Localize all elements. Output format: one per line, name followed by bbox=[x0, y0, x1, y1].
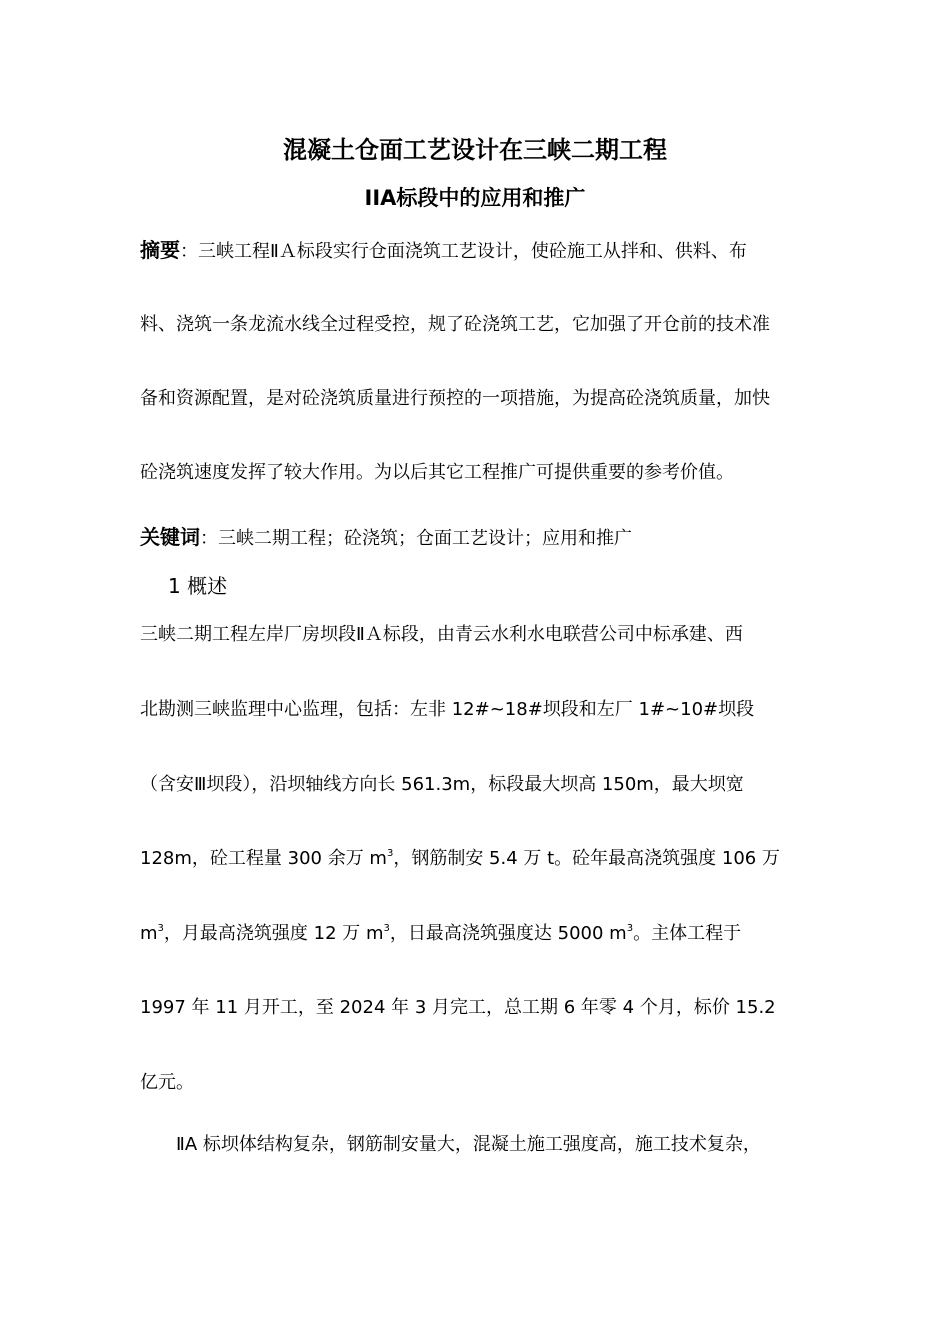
abstract-label: 摘要 bbox=[140, 238, 180, 262]
superscript-3: 3 bbox=[383, 923, 390, 934]
section-1-heading: 1 概述 bbox=[168, 574, 228, 598]
document-title-line-1: 混凝土仓面工艺设计在三峡二期工程 bbox=[283, 136, 667, 164]
section-1-line-3: （含安Ⅲ坝段），沿坝轴线方向长 561.3m，标段最大坝高 150m，最大坝宽 bbox=[140, 774, 744, 795]
section-1-line-2: 北勘测三峡监理中心监理，包括：左非 12#~18#坝段和左厂 1#~10#坝段 bbox=[140, 699, 755, 720]
section-1-paragraph-2-line-1: ⅡA 标坝体结构复杂，钢筋制安量大，混凝土施工强度高，施工技术复杂， bbox=[176, 1134, 761, 1155]
line-5-part-d: 。主体工程于 bbox=[633, 923, 742, 944]
keywords-separator: ： bbox=[200, 528, 218, 549]
line-5-part-b: ，月最高浇筑强度 12 万 m bbox=[163, 923, 384, 944]
superscript-3: 3 bbox=[626, 923, 634, 934]
abstract-line-1 bbox=[140, 240, 820, 261]
line-5-part-a: m bbox=[140, 923, 158, 944]
keywords-line bbox=[140, 527, 820, 548]
line-4-part-a: 128m，砼工程量 300 余万 m bbox=[140, 848, 387, 869]
abstract-line-3: 备和资源配置，是对砼浇筑质量进行预控的一项措施，为提高砼浇筑质量，加快 bbox=[140, 388, 770, 409]
section-1-line-4 bbox=[140, 850, 820, 868]
line-5-part-c: ，日最高浇筑强度达 5000 m bbox=[389, 923, 627, 944]
keywords-label: 关键词 bbox=[140, 525, 200, 549]
abstract-text-1: 三峡工程ⅡＡ标段实行仓面浇筑工艺设计，使砼施工从拌和、供料、布 bbox=[198, 241, 747, 262]
abstract-line-2: 料、浇筑一条龙流水线全过程受控，规了砼浇筑工艺，它加强了开仓前的技术准 bbox=[140, 314, 770, 335]
line-4-part-b: ，钢筋制安 5.4 万 t。砼年最高浇筑强度 106 万 bbox=[393, 848, 780, 869]
abstract-label-separator: ： bbox=[180, 241, 198, 262]
section-1-line-6: 1997 年 11 月开工，至 2024 年 3 月完工，总工期 6 年零 4 个月，标价 15.2 bbox=[140, 997, 776, 1018]
document-title-line-2: IIA标段中的应用和推广 bbox=[364, 186, 586, 210]
section-1-line-1: 三峡二期工程左岸厂房坝段ⅡＡ标段，由青云水利水电联营公司中标承建、西 bbox=[140, 624, 743, 645]
abstract-line-4: 砼浇筑速度发挥了较大作用。为以后其它工程推广可提供重要的参考价值。 bbox=[140, 462, 734, 483]
section-1-line-7: 亿元。 bbox=[140, 1072, 194, 1093]
superscript-3: 3 bbox=[386, 848, 394, 859]
superscript-3: 3 bbox=[157, 923, 164, 934]
keywords-text: 三峡二期工程；砼浇筑；仓面工艺设计；应用和推广 bbox=[218, 528, 632, 549]
section-1-line-5 bbox=[140, 925, 820, 943]
